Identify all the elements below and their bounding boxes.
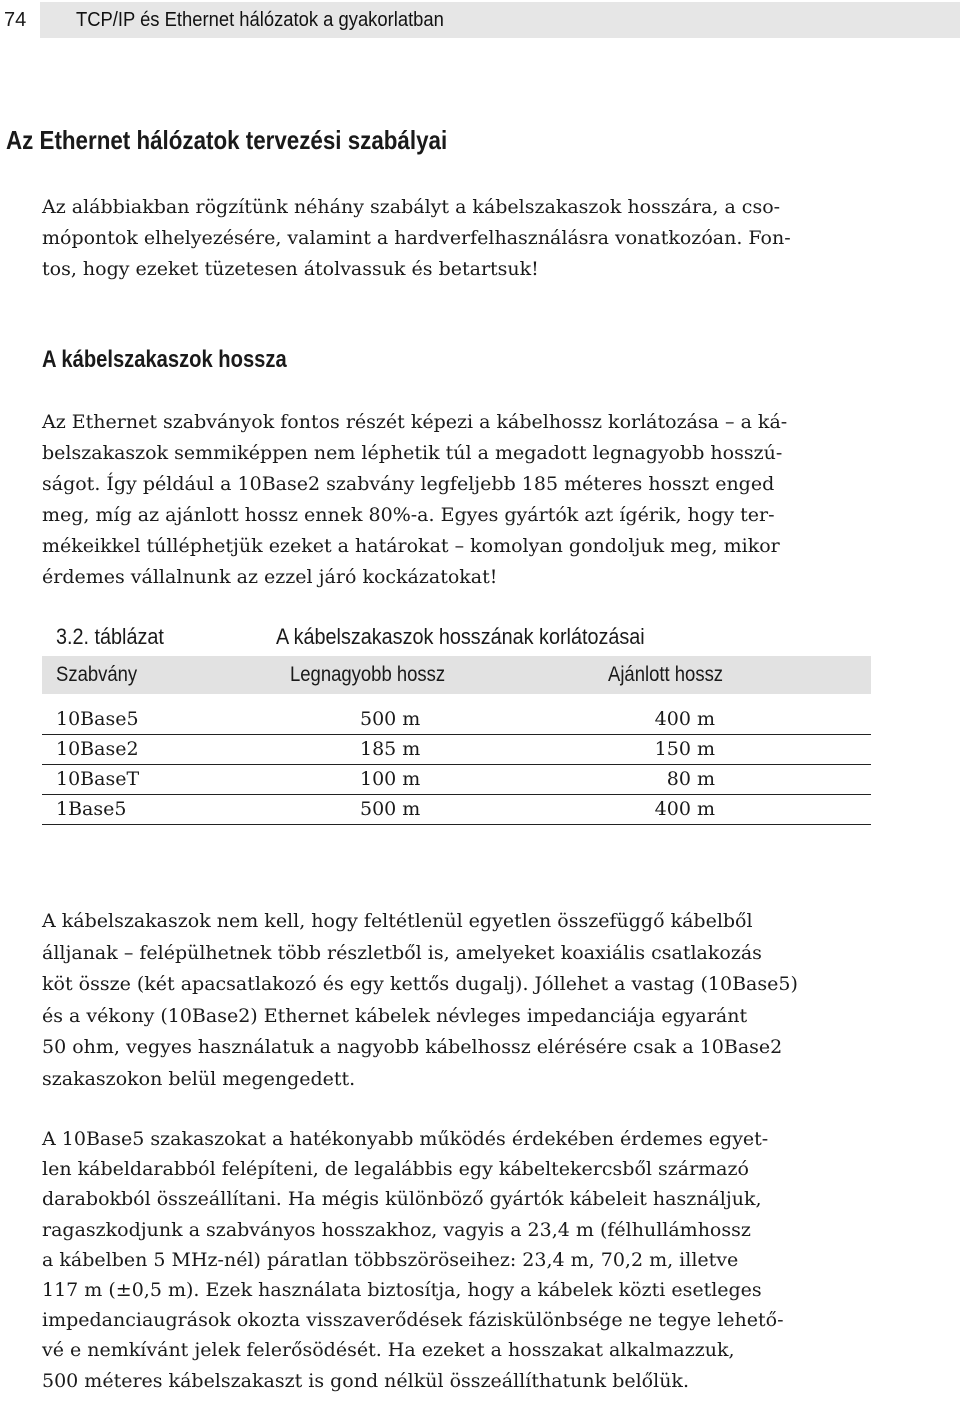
table-cell-max-length: 185 m [360, 738, 421, 760]
text-line: meg, míg az ajánlott hossz ennek 80%-a. Egyes gyártók azt ígérik, hogy ter- [42, 504, 775, 526]
section-title: Az Ethernet hálózatok tervezési szabályai [6, 125, 448, 155]
text-line: ragaszkodjunk a szabványos hosszakhoz, vagyis a 23,4 m (félhullámhossz [42, 1218, 751, 1241]
table-cell-standard: 10Base2 [56, 738, 139, 760]
text-line: érdemes vállalnunk az ezzel járó kockázatokat! [42, 566, 498, 588]
table-title: A kábelszakaszok hosszának korlátozásai [276, 624, 645, 649]
table-header-band [42, 656, 871, 694]
table-row [42, 764, 871, 795]
coax-segment-paragraph [42, 906, 882, 1095]
cable-length-paragraph [42, 407, 882, 593]
text-line: len kábeldarabból felépíteni, de legalábbis egy kábeltekercsből származó [42, 1158, 749, 1181]
table-cell-max-length: 100 m [360, 768, 421, 790]
text-line: A kábelszakaszok nem kell, hogy feltétlenül egyetlen összefüggő kábelből [42, 910, 753, 932]
page-number: 74 [4, 9, 27, 31]
table-header-recommended-length: Ajánlott hossz [608, 663, 724, 686]
table-label: 3.2. táblázat [56, 624, 164, 649]
text-line: 117 m (±0,5 m). Ezek használata biztosítja, hogy a kábelek közti esetleges [42, 1278, 762, 1301]
text-line: vé e nemkívánt jelek felerősödését. Ha ezeket a hosszakat alkalmazzuk, [42, 1339, 735, 1362]
table-header-max-length: Legnagyobb hossz [290, 663, 446, 686]
text-line: mékeikkel túlléphetjük ezeket a határokat – komolyan gondoljuk meg, mikor [42, 535, 780, 557]
table-header-standard: Szabvány [56, 663, 138, 686]
text-line: tos, hogy ezeket tüzetesen átolvassuk és betartsuk! [42, 258, 539, 280]
text-line: álljanak – felépülhetnek több részletből is, amelyeket koaxiális csatlakozás [42, 941, 762, 964]
table-row [42, 794, 871, 825]
table-cell-max-length: 500 m [360, 798, 421, 820]
text-line: belszakaszok semmiképpen nem léphetik túl a megadott legnagyobb hosszú- [42, 442, 783, 464]
table-cell-standard: 10BaseT [56, 768, 140, 790]
10base5-paragraph [42, 1124, 882, 1396]
text-line: Az alábbiakban rögzítünk néhány szabályt a kábelszakaszok hosszára, a cso- [42, 196, 781, 218]
text-line: 500 méteres kábelszakaszt is gond nélkül összeállíthatunk belőlük. [42, 1369, 689, 1392]
text-line: A 10Base5 szakaszokat a hatékonyabb működés érdekében érdemes egyet- [42, 1128, 769, 1150]
table-row [42, 704, 871, 735]
table-cell-max-length: 500 m [360, 708, 421, 730]
table-cell-recommended-length: 150 m [654, 738, 715, 760]
table-cell-standard: 1Base5 [56, 798, 127, 820]
table-cell-standard: 10Base5 [56, 708, 139, 730]
header-title: TCP/IP és Ethernet hálózatok a gyakorlatban [76, 9, 444, 31]
text-line: darabokból összeállítani. Ha mégis különböző gyártók kábeleit használjuk, [42, 1188, 762, 1211]
table-row [42, 734, 871, 765]
text-line: szakaszokon belül megengedett. [42, 1067, 356, 1090]
text-line: ságot. Így például a 10Base2 szabvány legfeljebb 185 méteres hosszt enged [42, 473, 775, 495]
running-header [0, 0, 960, 40]
subsection-title: A kábelszakaszok hossza [42, 346, 287, 373]
text-line: Az Ethernet szabványok fontos részét képezi a kábelhossz korlátozása – a ká- [42, 411, 788, 433]
text-line: a kábelben 5 MHz-nél) páratlan többszöröseihez: 23,4 m, 70,2 m, illetve [42, 1248, 739, 1271]
intro-paragraph [42, 192, 882, 285]
table-cell-recommended-length: 80 m [666, 768, 715, 790]
text-line: 50 ohm, vegyes használatuk a nagyobb kábelhossz elérésére csak a 10Base2 [42, 1036, 783, 1058]
table-cell-recommended-length: 400 m [654, 708, 715, 730]
text-line: mópontok elhelyezésére, valamint a hardverfelhasználásra vonatkozóan. Fon- [42, 227, 791, 249]
text-line: impedanciaugrások okozta visszaverődések fáziskülönbsége ne tegye lehető- [42, 1309, 784, 1332]
table-cell-recommended-length: 400 m [654, 798, 715, 820]
text-line: és a vékony (10Base2) Ethernet kábelek névleges impedanciája egyaránt [42, 1004, 748, 1027]
text-line: köt össze (két apacsatlakozó és egy kettős dugalj). Jóllehet a vastag (10Base5) [42, 973, 798, 995]
